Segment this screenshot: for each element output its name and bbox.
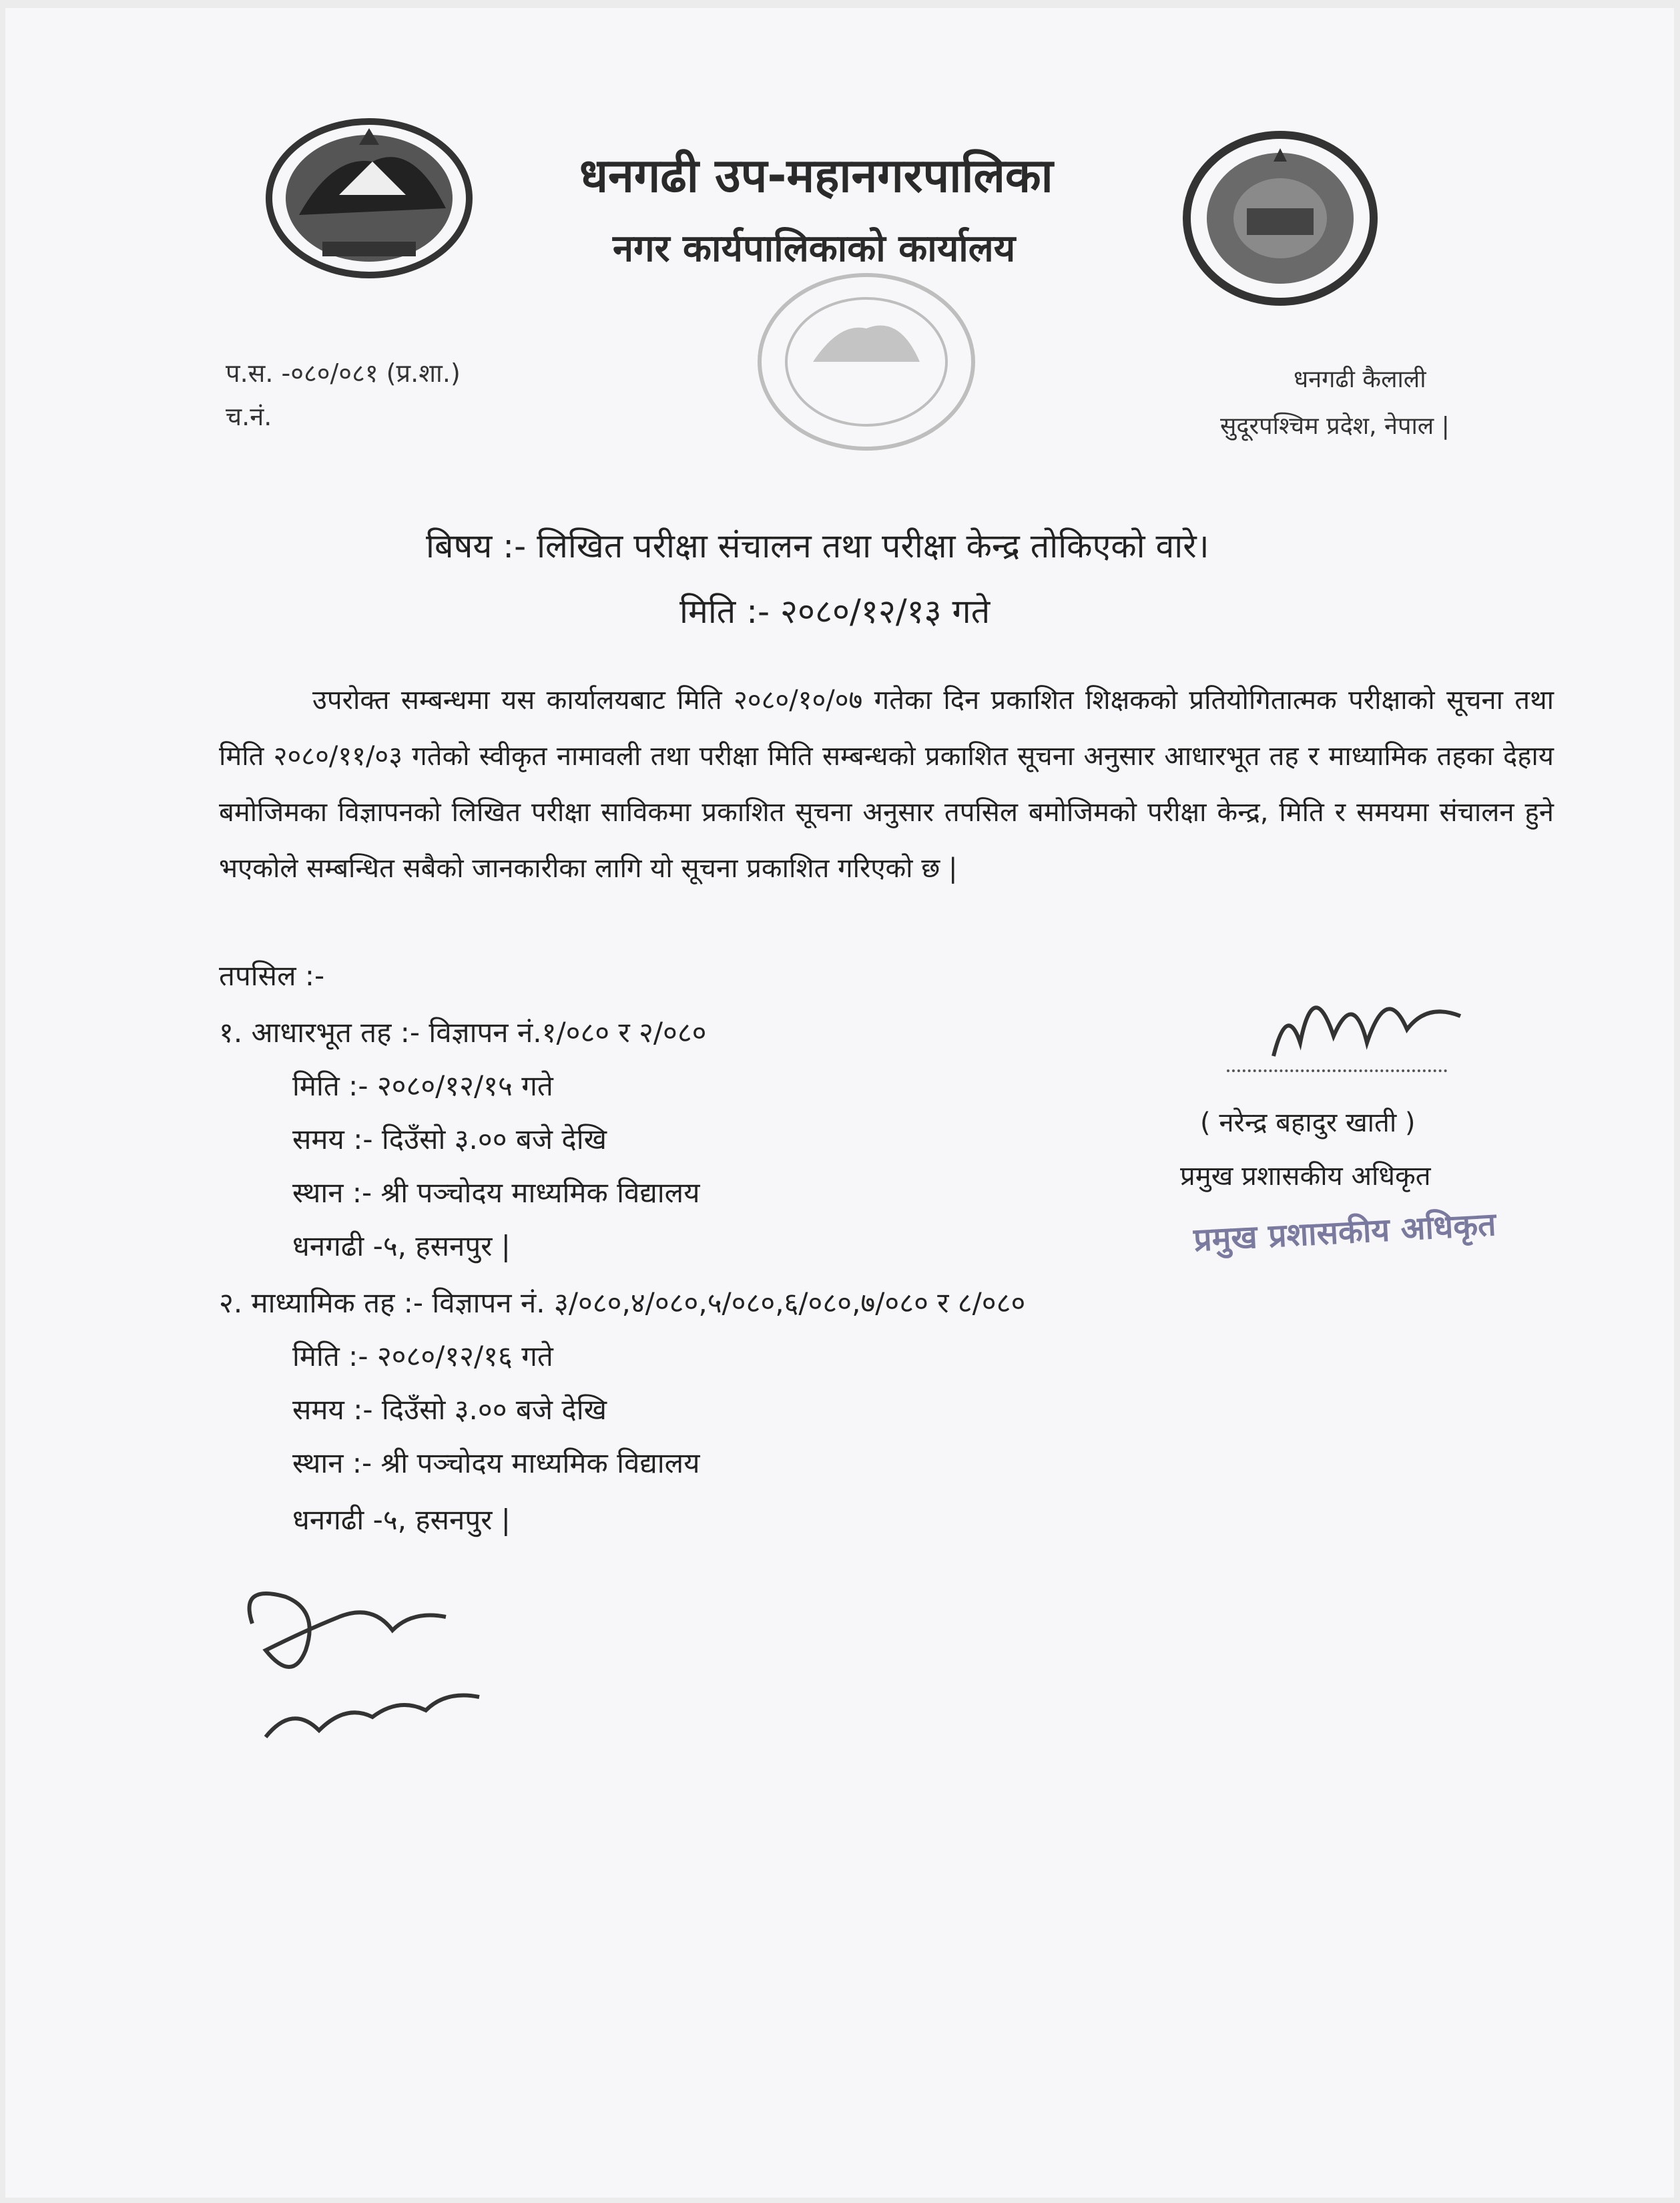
signatory-stamp: प्रमुख प्रशासकीय अधिकृत: [1192, 1206, 1497, 1259]
handwritten-initial-signature: [226, 1570, 533, 1764]
notice-date: मिति :- २०८०/१२/१३ गते: [679, 592, 991, 631]
section-2-heading: २. माध्यामिक तह :- विज्ञापन नं. ३/०८०,४/०८०,५/०८०,६/०८०,७/०८० र ८/०८०: [219, 1286, 1026, 1319]
signatory-name: ( नरेन्द्र बहादुर खाती ): [1200, 1108, 1416, 1138]
office-subtitle: नगर कार्यपालिकाको कार्यालय: [613, 227, 1016, 270]
address-line-2: सुदूरपश्चिम प्रदेश, नेपाल |: [1220, 413, 1450, 440]
address-line-1: धनगढी कैलाली: [1294, 366, 1426, 393]
section-2-date: मिति :- २०८०/१२/१६ गते: [292, 1340, 553, 1373]
reference-number: प.स. -०८०/०८१ (प्र.शा.): [226, 358, 461, 388]
tapsil-label: तपसिल :-: [219, 959, 325, 992]
officer-signature: [1260, 963, 1474, 1076]
body-paragraph: उपरोक्त सम्बन्धमा यस कार्यालयबाट मिति २०८०/१०/०७ गतेका दिन प्रकाशित शिक्षकको प्रतियोगितात्मक परीक्षाको सूचना तथा मिति २०८०/११/०३ गतेको स्वीकृत नामावली तथा परीक्षा मिति सम्बन्धको प्रकाशित सूचना अनुसार आधारभूत तह र माध्यामिक तहका देहाय बमोजिमका विज्ञापनको लिखित परीक्षा साविकमा प्रकाशित सूचना अनुसार तपसिल बमोजिमको परीक्षा केन्द्र, मिति र समयमा संचालन हुने भएकोले सम्बन्धित सबैको जानकारीका लागि यो सूचना प्रकाशित गरिएको छ |: [219, 685, 1554, 884]
section-1-place: स्थान :- श्री पञ्चोदय माध्यमिक विद्यालय: [292, 1176, 700, 1209]
section-1-time: समय :- दिउँसो ३.०० बजे देखि: [292, 1123, 607, 1156]
signatory-title: प्रमुख प्रशासकीय अधिकृत: [1180, 1161, 1431, 1192]
section-2-time: समय :- दिउँसो ३.०० बजे देखि: [292, 1393, 607, 1426]
section-1-heading: १. आधारभूत तह :- विज्ञापन नं.१/०८० र २/०८०: [219, 1016, 707, 1049]
office-title: धनगढी उप-महानगरपालिका: [579, 148, 1053, 203]
subject-line: बिषय :- लिखित परीक्षा संचालन तथा परीक्षा केन्द्र तोकिएको वारे।: [426, 527, 1209, 565]
dispatch-number: च.नं.: [226, 402, 272, 431]
section-2-place: स्थान :- श्री पञ्चोदय माध्यमिक विद्यालय: [292, 1447, 700, 1479]
section-1-date: मिति :- २०८०/१२/१५ गते: [292, 1069, 553, 1102]
section-2-place-2: धनगढी -५, हसनपुर |: [292, 1503, 511, 1536]
section-1-place-2: धनगढी -५, हसनपुर |: [292, 1230, 511, 1262]
nepal-emblem-logo: [259, 115, 479, 282]
office-seal-stamp: [740, 262, 993, 482]
document-page: [5, 8, 1674, 2198]
municipality-seal-logo: [1180, 128, 1380, 308]
signature-dotted-line: [1227, 1069, 1447, 1072]
